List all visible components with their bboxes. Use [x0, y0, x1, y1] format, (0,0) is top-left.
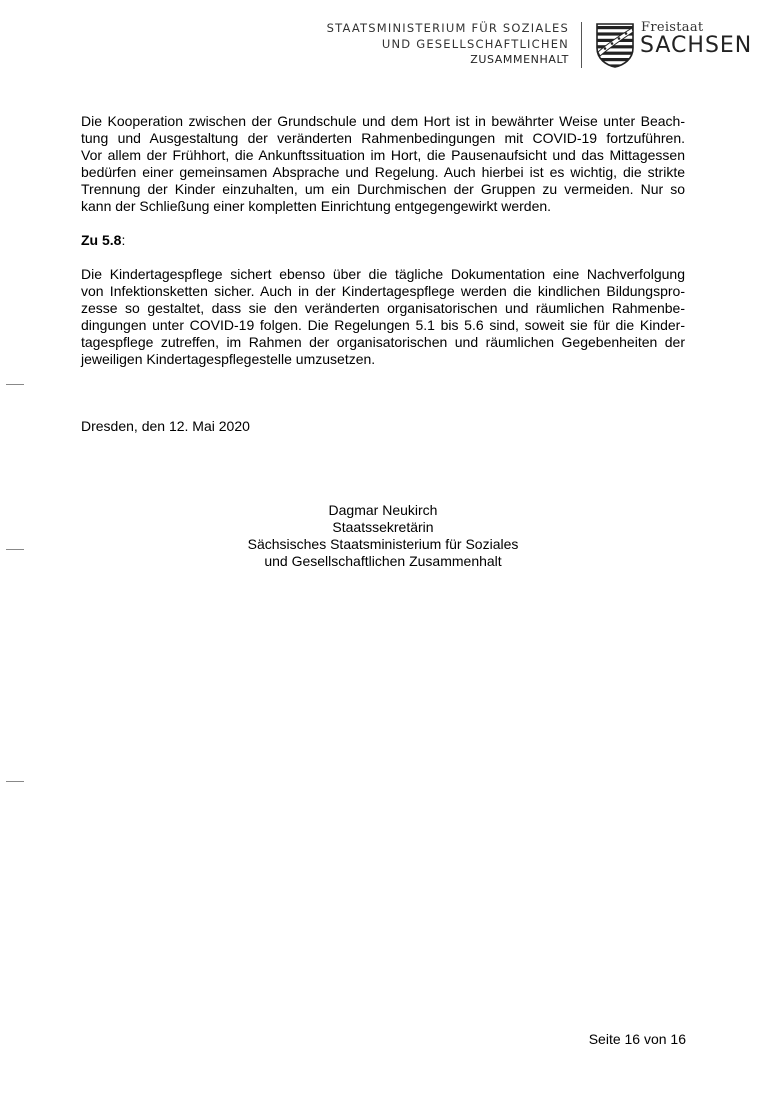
saxony-coat-of-arms-icon: [595, 22, 635, 68]
paragraph-line: tagespflege zutreffen, im Rahmen der organisatorischen und räumlichen Gegebenheiten der: [81, 334, 685, 350]
ministry-line-1: STAATSMINISTERIUM FÜR SOZIALES: [326, 21, 569, 35]
paragraph-line: Vor allem der Frühhort, die Ankunftssituation im Hort, die Pausenaufsicht und das Mittagessen: [81, 147, 685, 163]
paragraph-cooperation: [81, 113, 685, 215]
state-prefix: Freistaat: [641, 20, 704, 35]
section-heading: [81, 232, 685, 249]
paragraph-line: von Infektionsketten sicher. Auch in der Kindertagespflege werden die kindlichen Bildungspro-: [81, 283, 685, 299]
paragraph-line: bedürfen einer gemeinsamen Absprache und Regelung. Auch hierbei ist es wichtig, die strikte: [81, 164, 685, 180]
signatory-title: Staatssekretärin: [332, 519, 434, 535]
paragraph-line: tung und Ausgestaltung der veränderten Rahmenbedingungen mit COVID-19 fortzuführen.: [81, 130, 685, 146]
paragraph-line: kann der Schließung einer kompletten Einrichtung entgegengewirkt werden.: [81, 198, 552, 214]
fold-mark: [6, 549, 24, 550]
paragraph-kindertagespflege: [81, 266, 685, 368]
header-divider: [581, 22, 582, 68]
paragraph-line: Die Kooperation zwischen der Grundschule und dem Hort ist in bewährter Weise unter Beach-: [81, 113, 685, 129]
signature-block: [81, 502, 685, 570]
fold-mark: [6, 781, 24, 782]
fold-mark: [6, 384, 24, 385]
signatory-organization-line-1: Sächsisches Staatsministerium für Soziales: [247, 536, 519, 552]
state-name: SACHSEN: [640, 33, 753, 58]
paragraph-line: Trennung der Kinder einzuhalten, um ein Durchmischen der Gruppen zu vermeiden. Nur so: [81, 181, 685, 197]
ministry-line-3: ZUSAMMENHALT: [470, 53, 569, 66]
ministry-name: [269, 21, 569, 68]
ministry-line-2: UND GESELLSCHAFTLICHEN: [381, 36, 569, 51]
page-number: Seite 16 von 16: [588, 1031, 686, 1047]
paragraph-line: dingungen unter COVID-19 folgen. Die Regelungen 5.1 bis 5.6 sind, soweit sie für die Kinder-: [81, 317, 685, 333]
section-heading-text: Zu 5.8: [81, 232, 122, 248]
signatory-organization-line-2: und Gesellschaftlichen Zusammenhalt: [264, 553, 502, 569]
paragraph-line: jeweiligen Kindertagespflegestelle umzusetzen.: [81, 351, 376, 367]
paragraph-line: Die Kindertagespflege sichert ebenso über die tägliche Dokumentation eine Nachverfolgung: [81, 266, 685, 282]
paragraph-line: zesse so gestaltet, dass sie den veränderten organisatorischen und räumlichen Rahmenbe-: [81, 300, 685, 316]
section-heading-colon: :: [121, 232, 126, 248]
signatory-name: Dagmar Neukirch: [328, 502, 438, 518]
dateline: Dresden, den 12. Mai 2020: [81, 418, 250, 434]
